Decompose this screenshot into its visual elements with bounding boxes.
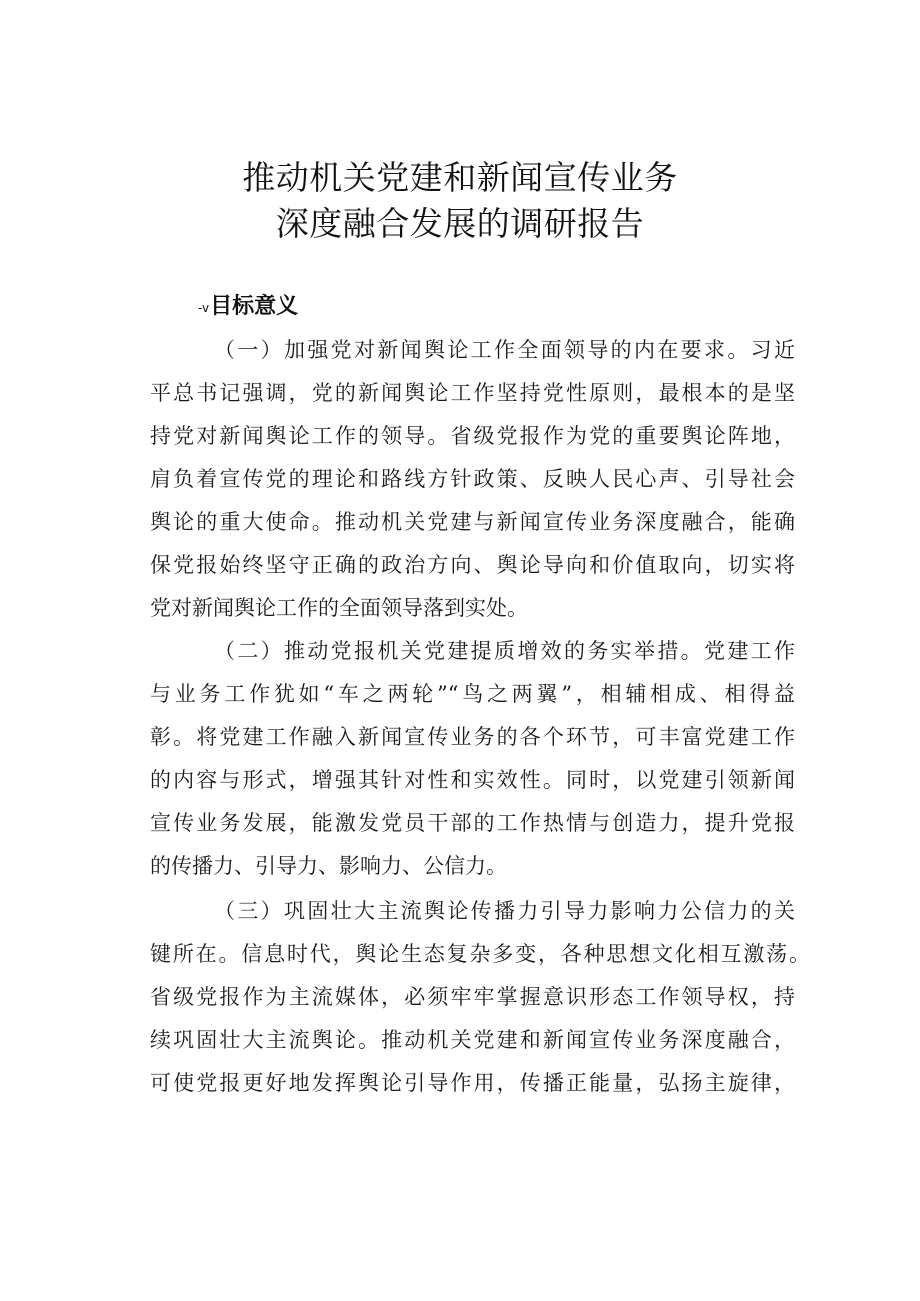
report-title-line-1: 推动机关党建和新闻宣传业务: [242, 158, 678, 197]
paragraph-2-line: 彰。将党建工作融入新闻宣传业务的各个环节，可丰富党建工作: [150, 725, 795, 749]
report-title-line-2: 深度融合发展的调研报告: [275, 204, 645, 243]
paragraph-1-line: 党对新闻舆论工作的全面领导落到实处。: [150, 596, 528, 620]
paragraph-1-line: 保党报始终坚守正确的政治方向、舆论导向和价值取向，切实将: [150, 553, 795, 577]
paragraph-3-line: 省级党报作为主流媒体，必须牢牢掌握意识形态工作领导权，持: [150, 985, 795, 1009]
paragraph-1-line: （一）加强党对新闻舆论工作全面领导的内在要求。习近: [214, 338, 795, 362]
paragraph-3-line: 可使党报更好地发挥舆论引导作用，传播正能量，弘扬主旋律，: [150, 1071, 795, 1095]
paragraph-2-line: 与业务工作犹如“车之两轮”“鸟之两翼”，相辅相成、相得益: [150, 682, 795, 706]
paragraph-2-line: 宣传业务发展，能激发党员干部的工作热情与创造力，提升党报: [150, 811, 795, 835]
paragraph-1-line: 持党对新闻舆论工作的领导。省级党报作为党的重要舆论阵地，: [150, 424, 795, 448]
section-heading-text: 目标意义: [210, 294, 299, 319]
section-marker: -v: [198, 301, 210, 315]
section-heading: [198, 292, 298, 323]
paragraph-1-line: 平总书记强调，党的新闻舆论工作坚持党性原则，最根本的是坚: [150, 381, 795, 405]
paragraph-1-line: 肩负着宣传党的理论和路线方针政策、反映人民心声、引导社会: [150, 467, 795, 491]
paragraph-3-line: （三）巩固壮大主流舆论传播力引导力影响力公信力的关: [214, 899, 795, 923]
paragraph-3-line: 键所在。信息时代，舆论生态复杂多变，各种思想文化相互激荡。: [150, 942, 810, 966]
paragraph-2-line: （二）推动党报机关党建提质增效的务实举措。党建工作: [214, 639, 795, 663]
paragraph-2-line: 的内容与形式，增强其针对性和实效性。同时，以党建引领新闻: [150, 768, 795, 792]
paragraph-3-line: 续巩固壮大主流舆论。推动机关党建和新闻宣传业务深度融合，: [150, 1028, 795, 1052]
paragraph-2-line: 的传播力、引导力、影响力、公信力。: [150, 854, 507, 878]
paragraph-1-line: 舆论的重大使命。推动机关党建与新闻宣传业务深度融合，能确: [150, 510, 795, 534]
